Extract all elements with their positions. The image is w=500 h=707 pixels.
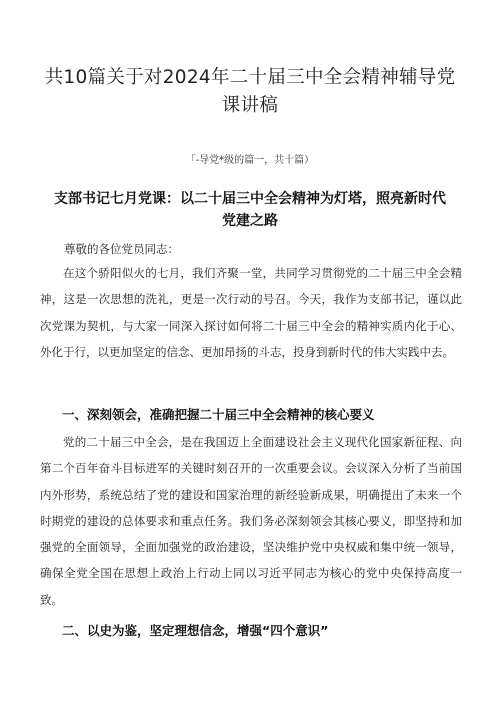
- article-title: 支部书记七月党课：以二十届三中全会精神为灯塔，照亮新时代党建之路: [54, 191, 446, 229]
- document-title: 共10篇关于对2024年二十届三中全会精神辅导党课讲稿: [44, 67, 456, 116]
- paragraph-section-1: 党的二十届三中全会，是在我国迈上全面建设社会主义现代化国家新征程、向第二个百年奋斗目标进军的关键时刻召开的一次重要会议。会议深入分析了当前国内外形势，系统总结了党的建设和国家治理的新经验新成果，明确提出了未来一个时期党的建设的总体要求和重点任务。我们务必深刻领会其核心要义，即坚持和加强党的全面领导，全面加强党的政治建设，坚决维护党中央权威和集中统一领导，确保全党全国在思想上政治上行动上同以习近平同志为核心的党中央保持高度一致。: [40, 435, 462, 607]
- document-subtitle: 「-导党*级的篇一，共十篇）: [185, 155, 315, 166]
- salutation: 尊敬的各位党员同志：: [64, 242, 179, 256]
- paragraph-intro: 在这个骄阳似火的七月，我们齐聚一堂，共同学习贯彻党的二十届三中全会精神，这是一次思想的洗礼，更是一次行动的号召。今天，我作为支部书记，谨以此次党课为契机，与大家一同深入探讨如何将二十届三中全会的精神实质内化于心、外化于行，以更加坚定的信念、更加昂扬的斗志，投身到新时代的伟大实践中去。: [40, 266, 462, 359]
- section-heading-1: 一、深刻领会，准确把握二十届三中全会精神的核心要义: [62, 407, 375, 422]
- section-heading-2: 二、以史为鉴，坚定理想信念，增强“四个意识”: [62, 623, 329, 638]
